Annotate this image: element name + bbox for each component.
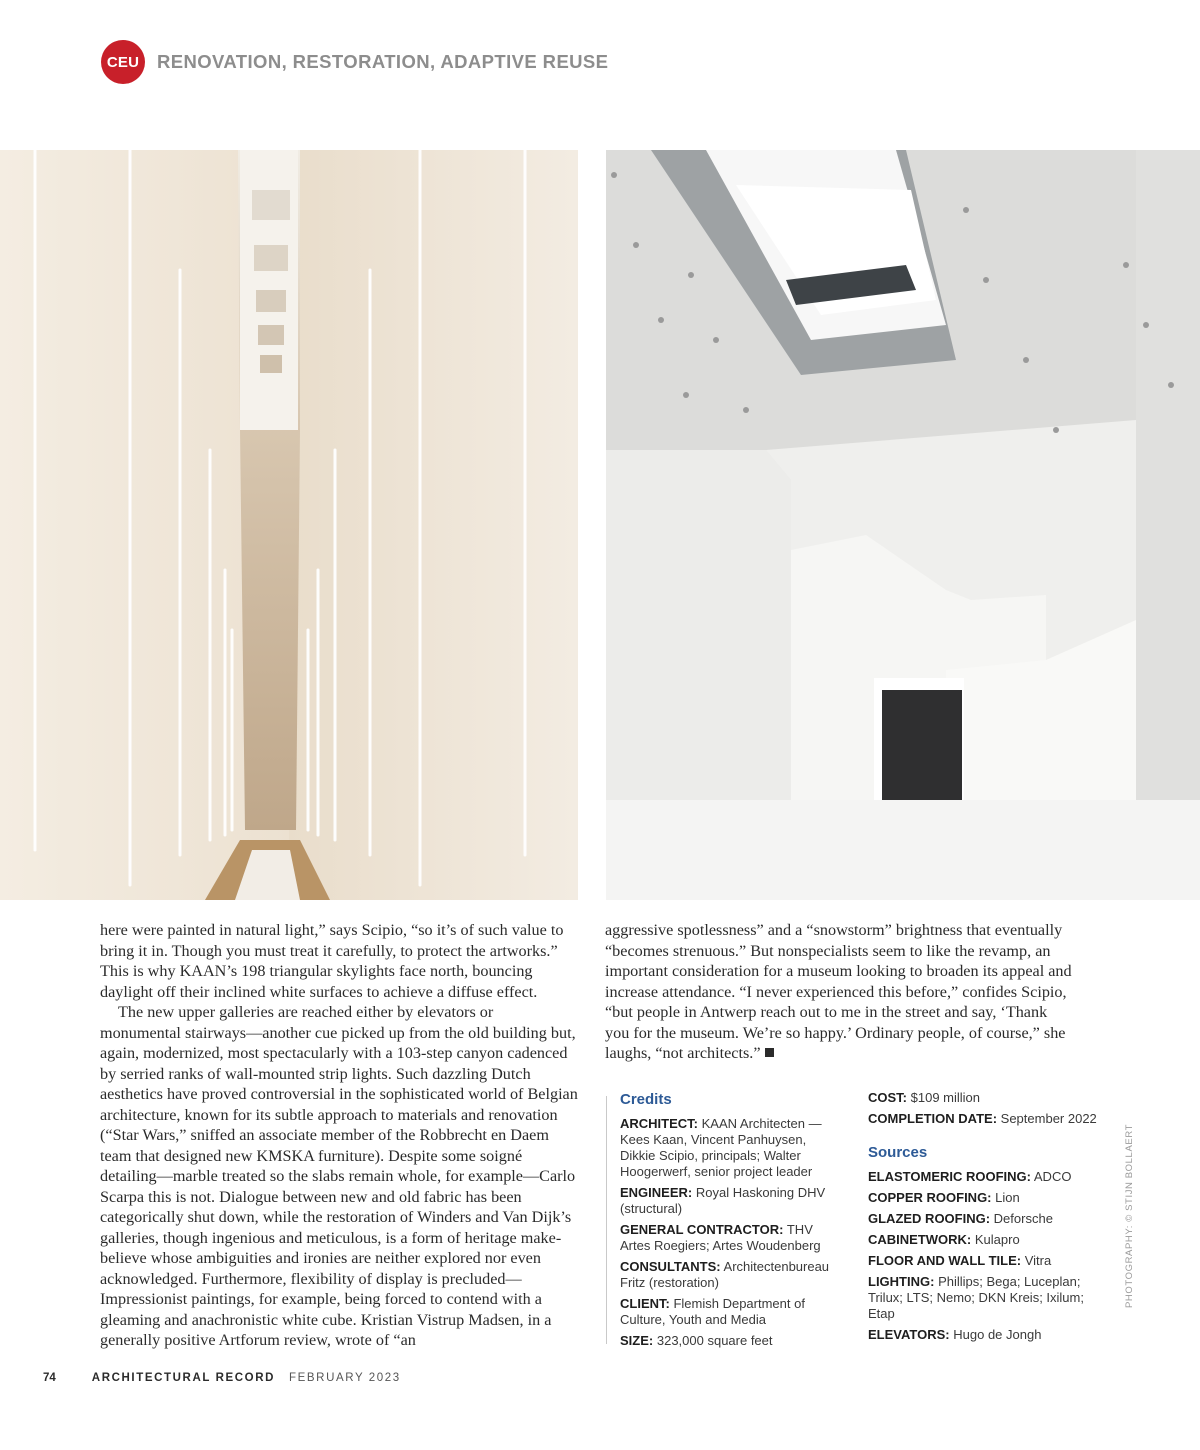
- stairway-illustration: [0, 150, 578, 900]
- source-label: CABINETWORK:: [868, 1232, 972, 1247]
- credits-heading: Credits: [620, 1091, 672, 1108]
- credit-label: CLIENT:: [620, 1296, 670, 1311]
- credit-value: Architectenbureau Fritz (restoration): [620, 1259, 830, 1290]
- source-label: LIGHTING:: [868, 1274, 935, 1289]
- page-header: [101, 39, 608, 85]
- credits-column: [620, 1090, 840, 1354]
- credit-value: Royal Haskoning DHV (structural): [620, 1185, 826, 1216]
- source-value: Deforsche: [993, 1211, 1053, 1226]
- source-value: Kulapro: [974, 1232, 1020, 1247]
- credit-item: [620, 1296, 840, 1328]
- paragraph: here were painted in natural light,” says Scipio, “so it’s of such value to bring it in. Though you must treat it carefully, to protect the artworks.” This is why KAAN’s 198 triangular skylights face north, bouncing daylight off their inclined white surfaces to achieve a diffuse effect.: [100, 921, 564, 1001]
- credit-value: Flemish Department of Culture, Youth and Media: [620, 1296, 805, 1327]
- source-label: ELASTOMERIC ROOFING:: [868, 1169, 1031, 1184]
- paragraph-text: aggressive spotlessness” and a “snowstorm” brightness that eventually “becomes strenuous.” But nonspecialists seem to like the revamp, an important consideration for a museum looking to broaden its appeal and increase attendance. “I never experienced this before,” confides Scipio, “but people in Antwerp reach out to me in the street and say, ‘Thank you for the museum. We’re so happy.’ Ordinary people, of course,” she laughs, “not architects.”: [605, 921, 1072, 1062]
- publication-name: ARCHITECTURAL RECORD: [91, 1372, 275, 1384]
- source-value: Phillips; Bega; Luceplan; Trilux; LTS; Nemo; DKN Kreis; Ixilum; Etap: [868, 1274, 1084, 1321]
- credit-label: GENERAL CONTRACTOR:: [620, 1222, 784, 1237]
- credit-value: THV Artes Roegiers; Artes Woudenberg: [620, 1222, 821, 1253]
- credits-box: [606, 1090, 1106, 1348]
- completion-item: [868, 1111, 1108, 1127]
- source-item: [868, 1232, 1108, 1248]
- credit-label: ENGINEER:: [620, 1185, 693, 1200]
- source-value: Hugo de Jongh: [953, 1327, 1042, 1342]
- credit-label: SIZE:: [620, 1333, 654, 1348]
- end-mark-icon: [765, 1048, 774, 1057]
- source-label: COPPER ROOFING:: [868, 1190, 992, 1205]
- page-footer: [43, 1372, 401, 1384]
- credit-label: COST:: [868, 1090, 907, 1105]
- source-item: [868, 1190, 1108, 1206]
- credit-value: KAAN Architecten — Kees Kaan, Vincent Panhuysen, Dikkie Scipio, principals; Walter Hoogerwerf, senior project leader: [620, 1116, 822, 1179]
- section-title: RENOVATION, RESTORATION, ADAPTIVE REUSE: [157, 51, 609, 72]
- credit-label: CONSULTANTS:: [620, 1259, 721, 1274]
- credit-label: COMPLETION DATE:: [868, 1111, 998, 1126]
- issue-date: FEBRUARY 2023: [289, 1372, 401, 1384]
- credit-value: 323,000 square feet: [656, 1333, 773, 1348]
- credit-item: [620, 1185, 840, 1217]
- credit-item: [620, 1222, 840, 1254]
- credit-value: September 2022: [1000, 1111, 1097, 1126]
- page-number: 74: [43, 1372, 56, 1384]
- source-label: ELEVATORS:: [868, 1327, 950, 1342]
- photo-credit: PHOTOGRAPHY: © STIJN BOLLAERT: [1124, 1123, 1135, 1308]
- ceu-badge: CEU: [101, 40, 145, 84]
- credit-item: [620, 1259, 840, 1291]
- source-value: Lion: [995, 1190, 1020, 1205]
- source-item: [868, 1211, 1108, 1227]
- source-item: [868, 1274, 1108, 1322]
- source-value: ADCO: [1033, 1169, 1072, 1184]
- sources-column: [868, 1090, 1108, 1348]
- gallery-photo: [606, 150, 1200, 900]
- paragraph: [605, 920, 1075, 1064]
- credits-divider: [606, 1096, 607, 1344]
- credit-item: [620, 1333, 840, 1349]
- body-text-right: [605, 920, 1075, 1064]
- source-item: [868, 1253, 1108, 1269]
- stairway-photo: [0, 150, 578, 900]
- gallery-illustration: [606, 150, 1200, 900]
- body-text-left: [100, 920, 578, 1351]
- paragraph: The new upper galleries are reached either by elevators or monumental stairways—another cue picked up from the old building but, again, modernized, most spectacularly with a 103-step canyon cadenced by serried ranks of wall-mounted strip lights. Such dazzling Dutch aesthetics have proved controversial in the sophisticated world of Belgian architecture, known for its subtle approach to materials and renovation (“Star Wars,” sniffed an associate member of the Robbrecht en Daem team that designed new KMSKA furniture). Despite some soigné detailing—marble treated so the slabs remain whole, for example—Carlo Scarpa this is not. Dialogue between new and old fabric has been categorically shut down, while the restoration of Winders and Van Dijk’s galleries, though ingenious and meticulous, is a form of heritage make-believe whose ambiguities and ironies are neither explored nor even acknowledged. Furthermore, flexibility of display is precluded—Impressionist paintings, for example, being forced to contend with a gleaming and anachronistic white cube. Kristian Vistrup Madsen, in a generally positive Artforum review, wrote of “an: [100, 1003, 578, 1349]
- cost-item: [868, 1090, 1108, 1106]
- source-item: [868, 1169, 1108, 1185]
- source-label: FLOOR AND WALL TILE:: [868, 1253, 1022, 1268]
- credit-item: [620, 1116, 840, 1180]
- source-item: [868, 1327, 1108, 1343]
- source-label: GLAZED ROOFING:: [868, 1211, 991, 1226]
- source-value: Vitra: [1024, 1253, 1052, 1268]
- sources-heading: Sources: [868, 1144, 928, 1161]
- credit-value: $109 million: [910, 1090, 980, 1105]
- credit-label: ARCHITECT:: [620, 1116, 698, 1131]
